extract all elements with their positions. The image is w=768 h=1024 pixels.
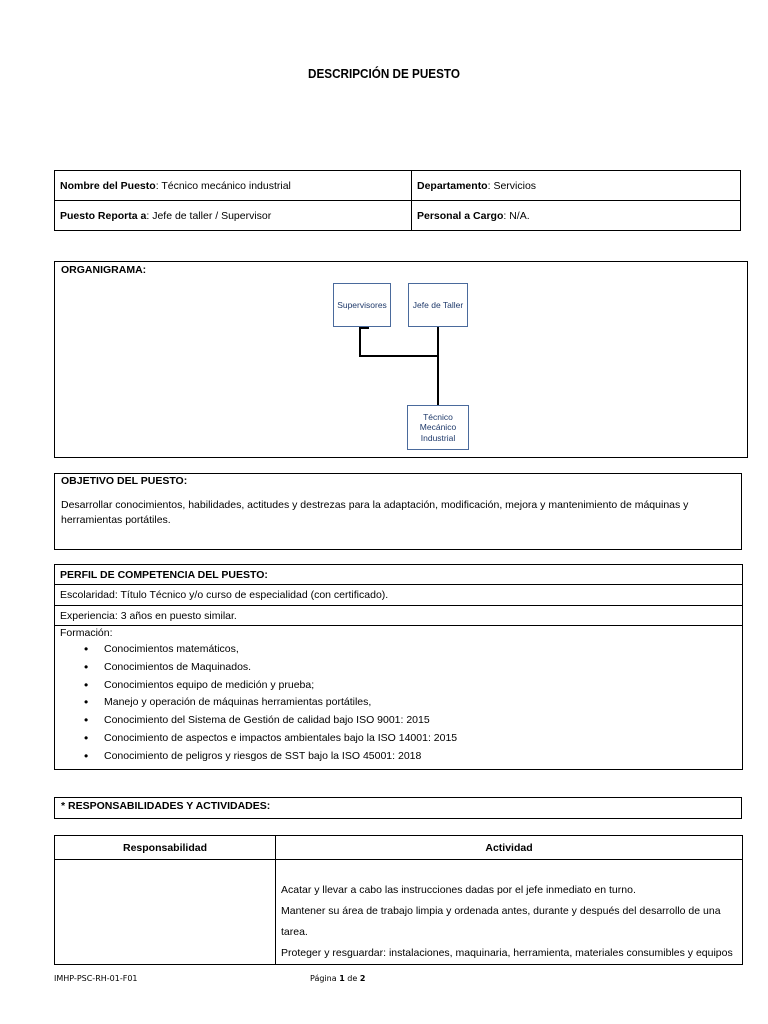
- actividad-cell: [276, 860, 743, 965]
- reporta-value: : Jefe de taller / Supervisor: [146, 209, 272, 222]
- list-item: • Conocimiento de aspectos e impactos ambientales bajo la ISO 14001: 2015: [60, 730, 737, 748]
- list-item: • Conocimientos de Maquinados.: [60, 659, 737, 677]
- col-responsabilidad-header: Responsabilidad: [55, 836, 276, 860]
- list-item: • Conocimientos equipo de medición y prueba;: [60, 677, 737, 695]
- departamento-value: : Servicios: [487, 179, 537, 192]
- perfil-heading: PERFIL DE COMPETENCIA DEL PUESTO:: [55, 565, 743, 585]
- departamento-label: Departamento: [417, 179, 488, 192]
- page-mid: de: [344, 974, 360, 983]
- puesto-value: : Técnico mecánico industrial: [155, 179, 291, 192]
- col-actividad-header: Actividad: [276, 836, 743, 860]
- organigrama-heading: ORGANIGRAMA:: [61, 264, 147, 276]
- reporta-cell: [55, 201, 412, 231]
- org-node-tecnico: [407, 405, 469, 450]
- org-node-tecnico-line: Industrial: [420, 432, 456, 443]
- personal-value: : N/A.: [503, 209, 530, 222]
- departamento-cell: [412, 171, 741, 201]
- objetivo-heading: OBJETIVO DEL PUESTO:: [61, 475, 188, 487]
- page-current: 1: [339, 974, 345, 983]
- org-node-jefe-taller: Jefe de Taller: [408, 283, 468, 327]
- puesto-cell: [55, 171, 412, 201]
- list-item: • Conocimientos matemáticos,: [60, 641, 737, 659]
- objetivo-text: Desarrollar conocimientos, habilidades, actitudes y destrezas para la adaptación, modificación, mejora y mantenimiento de máquinas y herramientas portátiles.: [61, 499, 689, 526]
- org-connector: [359, 327, 369, 329]
- responsabilidades-heading: * RESPONSABILIDADES Y ACTIVIDADES:: [61, 800, 271, 812]
- responsabilidad-cell: [55, 860, 276, 965]
- puesto-label: Nombre del Puesto: [60, 179, 156, 192]
- reporta-label: Puesto Reporta a: [60, 209, 147, 222]
- org-node-tecnico-line: Técnico: [423, 411, 453, 422]
- objetivo-section: [54, 473, 742, 550]
- personal-cell: [412, 201, 741, 231]
- org-connector: [437, 327, 439, 405]
- org-node-tecnico-line: Mecánico: [419, 422, 457, 433]
- perfil-escolaridad: Escolaridad: Título Técnico y/o curso de especialidad (con certificado).: [55, 585, 743, 606]
- org-node-supervisores: Supervisores: [333, 283, 391, 327]
- responsabilidades-table: [54, 835, 743, 965]
- formacion-list: [60, 641, 737, 766]
- perfil-formacion-cell: [55, 626, 743, 770]
- org-connector: [359, 327, 361, 356]
- perfil-experiencia: Experiencia: 3 años en puesto similar.: [55, 606, 743, 626]
- footer-code: IMHP-PSC-RH-01-F01: [54, 974, 138, 983]
- page-prefix: Página: [310, 974, 340, 983]
- org-connector: [359, 355, 438, 357]
- list-item: • Conocimiento del Sistema de Gestión de calidad bajo ISO 9001: 2015: [60, 712, 737, 730]
- perfil-formacion-label: Formación:: [60, 627, 113, 639]
- footer-page-number: [310, 974, 365, 983]
- job-info-table: [54, 170, 741, 231]
- list-item: • Conocimiento de peligros y riesgos de SST bajo la ISO 45001: 2018: [60, 748, 737, 766]
- actividad-item: Mantener su área de trabajo limpia y ordenada antes, durante y después del desarrollo de una tarea.: [281, 905, 721, 938]
- page-total: 2: [359, 974, 366, 983]
- list-item: • Manejo y operación de máquinas herramientas portátiles,: [60, 694, 737, 712]
- actividad-item: Acatar y llevar a cabo las instrucciones dadas por el jefe inmediato en turno.: [281, 884, 636, 896]
- organigrama-section: [54, 261, 748, 458]
- personal-label: Personal a Cargo: [417, 209, 504, 222]
- perfil-table: [54, 564, 743, 770]
- responsabilidades-section: [54, 797, 742, 819]
- actividad-item: Proteger y resguardar: instalaciones, maquinaria, herramienta, materiales consumibles y equipos: [281, 947, 733, 959]
- page-title: DESCRIPCIÓN DE PUESTO: [308, 66, 460, 81]
